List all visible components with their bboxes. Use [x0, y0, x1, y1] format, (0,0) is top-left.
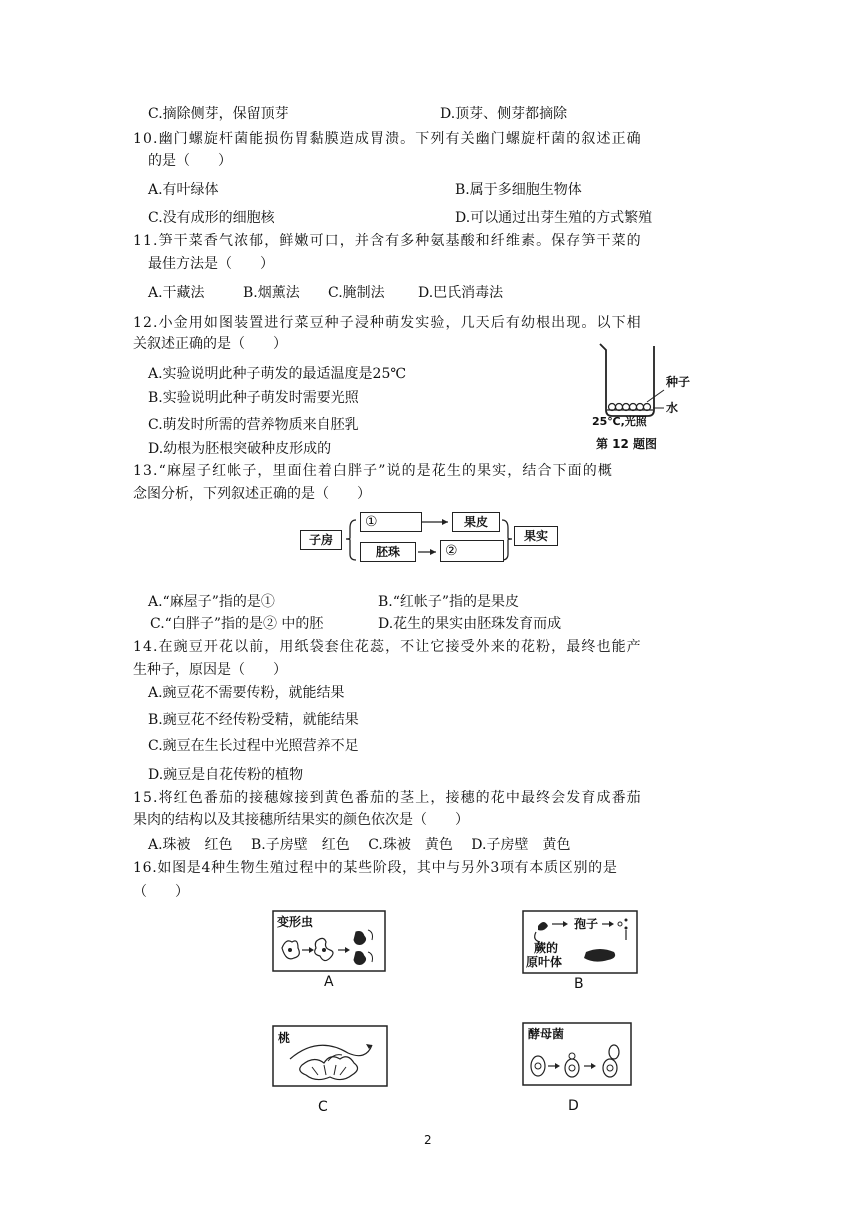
q13-option-d: D.花生的果实由胚珠发育而成	[378, 616, 562, 632]
figure-a-label: A	[324, 974, 334, 990]
amoeba-title: 变形虫	[277, 915, 314, 929]
q13-stem-cont: 念图分析，下列叙述正确的是（ ）	[133, 486, 371, 502]
q11-option-b: B.烟薰法	[243, 285, 300, 301]
box-2: ②	[440, 540, 504, 562]
q14-option-b: B.豌豆花不经传粉受精，就能结果	[148, 712, 359, 728]
q11-stem-cont: 最佳方法是（ ）	[148, 256, 274, 272]
prothallus-label-2: 原叶体	[526, 955, 563, 969]
q12-option-a: A.实验说明此种子萌发的最适温度是25℃	[148, 366, 407, 382]
q15-options: A.珠被 红色 B.子房壁 红色 C.珠被 黄色 D.子房壁 黄色	[148, 837, 571, 853]
q14-stem: 14.在豌豆开花以前，用纸袋套住花蕊，不让它接受外来的花粉，最终也能产	[133, 639, 642, 655]
concept-diagram	[298, 510, 560, 568]
q12-figure	[592, 340, 692, 455]
q15-stem: 15.将红色番茄的接穗嫁接到黄色番茄的茎上，接穗的花中最终会发育成番茄	[133, 790, 642, 806]
q11-option-a: A.干藏法	[148, 285, 205, 301]
q13-option-a: A.“麻屋子”指的是①	[148, 594, 275, 610]
q9-option-c: C.摘除侧芽，保留顶芽	[148, 106, 289, 122]
q14-stem-cont: 生种子，原因是（ ）	[133, 662, 287, 678]
q14-option-a: A.豌豆花不需要传粉，就能结果	[148, 685, 345, 701]
page-number: 2	[424, 1133, 432, 1147]
ovule-box: 胚珠	[360, 542, 416, 562]
q11-option-d: D.巴氏消毒法	[418, 285, 504, 301]
q13-option-c: C.“白胖子”指的是② 中的胚	[150, 616, 324, 632]
q16-stem: 16.如图是4种生物生殖过程中的某些阶段，其中与另外3项有本质区别的是	[133, 860, 618, 876]
condition-label: 25℃,光照	[592, 415, 647, 428]
seed-label: 种子	[666, 375, 691, 389]
q12-option-b: B.实验说明此种子萌发时需要光照	[148, 390, 359, 406]
q12-option-d: D.幼根为胚根突破种皮形成的	[148, 441, 332, 457]
q12-option-c: C.萌发时所需的营养物质来自胚乳	[148, 417, 359, 433]
q10-option-c: C.没有成形的细胞核	[148, 210, 275, 226]
figure-b	[522, 910, 640, 992]
q14-option-d: D.豌豆是自花传粉的植物	[148, 767, 304, 783]
q10-stem-cont: 的是（ ）	[148, 153, 232, 169]
pericarp-box: 果皮	[452, 512, 500, 532]
prothallus-label-1: 蕨的	[534, 941, 559, 955]
figure-c-label: C	[318, 1099, 328, 1115]
q10-option-b: B.属于多细胞生物体	[455, 182, 582, 198]
q16-stem-cont: （ ）	[133, 884, 189, 900]
q14-option-c: C.豌豆在生长过程中光照营养不足	[148, 738, 359, 754]
q15-stem-cont: 果肉的结构以及其接穗所结果实的颜色依次是（ ）	[133, 812, 469, 828]
figure-b-label: B	[574, 976, 584, 992]
figure-a	[272, 910, 388, 990]
figure-d	[522, 1022, 642, 1120]
fruit-box: 果实	[514, 526, 558, 546]
q13-stem: 13.“麻屋子红帐子，里面住着白胖子”说的是花生的果实，结合下面的概	[133, 463, 613, 479]
box-1: ①	[360, 512, 422, 532]
yeast-title: 酵母菌	[528, 1027, 565, 1041]
q10-option-a: A.有叶绿体	[148, 182, 219, 198]
figure-c	[272, 1025, 394, 1121]
peach-title: 桃	[278, 1031, 291, 1045]
water-label: 水	[666, 401, 679, 415]
ovary-box: 子房	[300, 530, 342, 550]
q9-option-d: D.顶芽、侧芽都摘除	[440, 106, 568, 122]
q10-stem: 10.幽门螺旋杆菌能损伤胃黏膜造成胃溃。下列有关幽门螺旋杆菌的叙述正确	[133, 131, 642, 147]
q11-option-c: C.腌制法	[328, 285, 385, 301]
spore-label: 孢子	[574, 917, 599, 931]
q12-stem-cont: 关叙述正确的是（ ）	[133, 336, 287, 352]
figure-d-label: D	[568, 1098, 579, 1114]
q11-stem: 11.笋干菜香气浓郁，鲜嫩可口，并含有多种氨基酸和纤维素。保存笋干菜的	[133, 233, 642, 249]
q13-option-b: B.“红帐子”指的是果皮	[378, 594, 520, 610]
q12-stem: 12.小金用如图装置进行菜豆种子浸种萌发实验，几天后有幼根出现。以下相	[133, 315, 642, 331]
figure-caption: 第 12 题图	[596, 437, 658, 451]
q10-option-d: D.可以通过出芽生殖的方式繁殖	[455, 210, 653, 226]
